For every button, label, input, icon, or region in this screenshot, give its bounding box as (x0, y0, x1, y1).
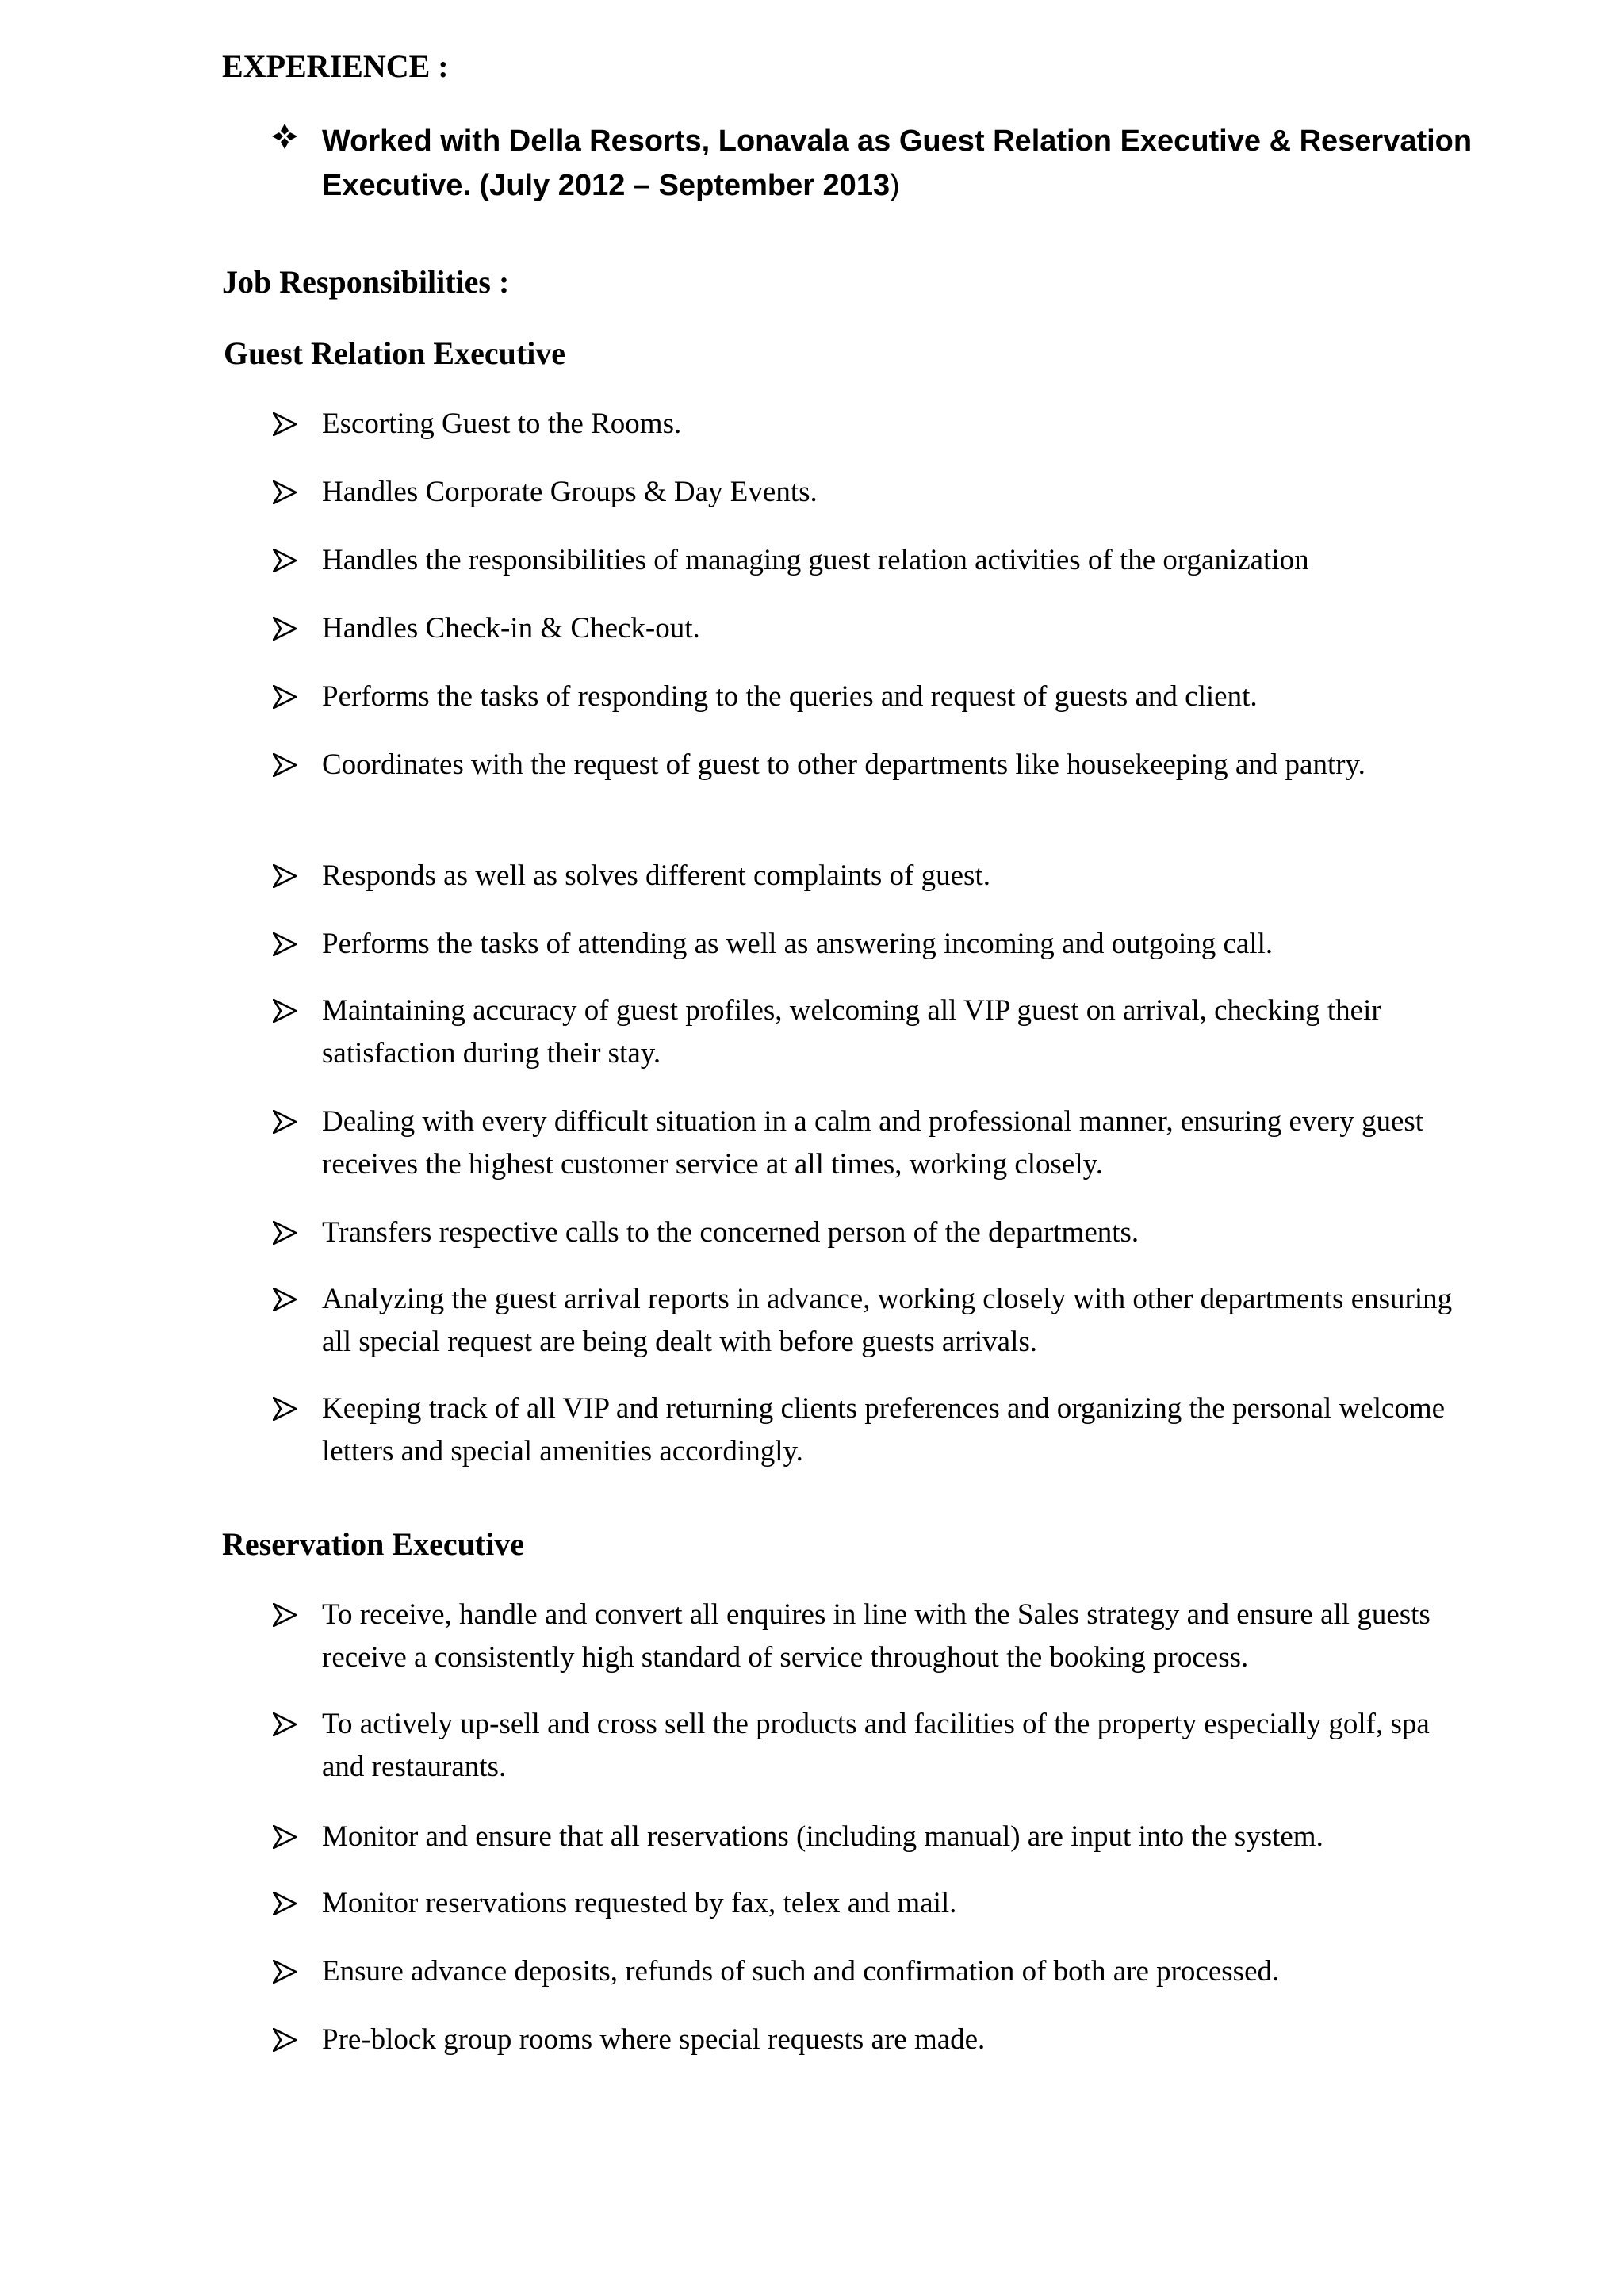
arrow-bullet-icon (273, 1603, 297, 1627)
reservation-title: Reservation Executive (222, 1526, 525, 1562)
arrow-bullet-icon (273, 1397, 297, 1421)
arrow-bullet-icon (273, 412, 297, 436)
arrow-bullet-icon (273, 1712, 297, 1736)
list-item: Maintaining accuracy of guest profiles, welcoming all VIP guest on arrival, checking their satisfaction during their stay. (273, 989, 1478, 1075)
list-item: Monitor and ensure that all reservations (including manual) are input into the system. (273, 1816, 1478, 1858)
arrow-bullet-icon (273, 1892, 297, 1915)
list-item: Analyzing the guest arrival reports in advance, working closely with other departments ensuring all special request are being dealt with before guests arrivals. (273, 1278, 1478, 1364)
arrow-bullet-icon (273, 999, 297, 1023)
arrow-bullet-icon (273, 932, 297, 956)
list-item: Monitor reservations requested by fax, telex and mail. (273, 1882, 1478, 1925)
arrow-bullet-icon (273, 1110, 297, 1134)
list-item: To receive, handle and convert all enquires in line with the Sales strategy and ensure all guests receive a consistently high standard of service throughout the booking process. (273, 1594, 1478, 1679)
list-item: Escorting Guest to the Rooms. (273, 403, 1478, 446)
arrow-bullet-icon (273, 864, 297, 888)
experience-text (322, 119, 1478, 208)
list-item: Keeping track of all VIP and returning clients preferences and organizing the personal welcome letters and special amenities accordingly. (273, 1387, 1478, 1473)
list-item: Coordinates with the request of guest to other departments like housekeeping and pantry. (273, 744, 1478, 786)
diamond-bullet-icon (270, 122, 299, 151)
job-responsibilities-heading: Job Responsibilities : (222, 264, 510, 300)
experience-close-paren: ) (890, 169, 900, 202)
arrow-bullet-icon (273, 617, 297, 641)
list-item: Performs the tasks of responding to the queries and request of guests and client. (273, 675, 1478, 718)
arrow-bullet-icon (273, 753, 297, 777)
list-item: Responds as well as solves different complaints of guest. (273, 855, 1478, 897)
list-item: Transfers respective calls to the concerned person of the departments. (273, 1211, 1478, 1254)
arrow-bullet-icon (273, 1825, 297, 1849)
experience-main: Worked with Della Resorts, Lonavala as Guest Relation Executive & Reservation Executive. (July 2012 – September 2013 (322, 124, 1473, 202)
list-item: Handles Check-in & Check-out. (273, 607, 1478, 650)
list-item: Handles Corporate Groups & Day Events. (273, 471, 1478, 514)
arrow-bullet-icon (273, 1221, 297, 1245)
experience-heading: EXPERIENCE : (222, 48, 449, 84)
arrow-bullet-icon (273, 1960, 297, 1984)
arrow-bullet-icon (273, 549, 297, 572)
arrow-bullet-icon (273, 685, 297, 709)
arrow-bullet-icon (273, 480, 297, 504)
list-item: Pre-block group rooms where special requests are made. (273, 2019, 1478, 2061)
list-item: Performs the tasks of attending as well as answering incoming and outgoing call. (273, 923, 1478, 966)
list-item: Ensure advance deposits, refunds of such and confirmation of both are processed. (273, 1950, 1478, 1993)
arrow-bullet-icon (273, 2028, 297, 2052)
experience-item (273, 119, 1478, 208)
arrow-bullet-icon (273, 1288, 297, 1311)
list-item: To actively up-sell and cross sell the products and facilities of the property especially golf, spa and restaurants. (273, 1703, 1478, 1789)
list-item: Dealing with every difficult situation in a calm and professional manner, ensuring every guest receives the highest customer service at all times, working closely. (273, 1100, 1478, 1186)
list-item: Handles the responsibilities of managing guest relation activities of the organization (273, 539, 1478, 582)
guest-relation-title: Guest Relation Executive (224, 335, 566, 371)
